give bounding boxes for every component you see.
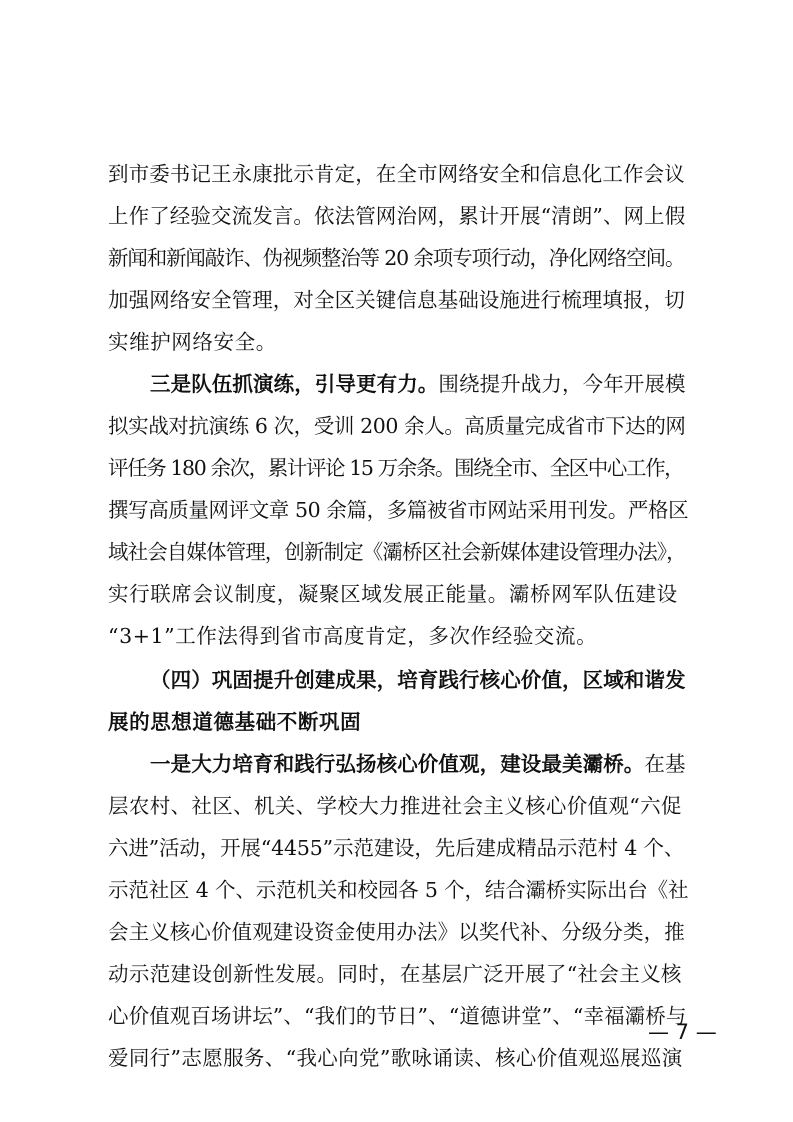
paragraph-lead-text: 在基 [644, 752, 686, 776]
body-line: 六进”活动，开展“4455”示范建设，先后建成精品示范村 4 个、 [108, 836, 685, 860]
paragraph-lead-bold: 三是队伍抓演练，引导更有力。 [150, 372, 439, 396]
body-line: 层农村、社区、机关、学校大力推进社会主义核心价值观“六促 [108, 794, 682, 818]
body-line: 域社会自媒体管理，创新制定《灞桥区社会新媒体建设管理办法》， [108, 540, 686, 564]
paragraph-first-line [150, 368, 686, 400]
body-line: 爱同行”志愿服务、“我心向党”歌咏诵读、核心价值观巡展巡演 [108, 1046, 683, 1070]
body-line: 示范社区 4 个、示范机关和校园各 5 个，结合灞桥实际出台《社 [108, 878, 689, 902]
section-heading: （四）巩固提升创建成果，培育践行核心价值，区域和谐发 [150, 668, 686, 692]
section-heading-cont: 展的思想道德基础不断巩固 [108, 710, 362, 734]
body-line: 评任务 180 余次，累计评论 15 万余条。围绕全市、全区中心工作， [108, 456, 684, 480]
paragraph-lead-bold: 一是大力培育和践行弘扬核心价值观，建设最美灞桥。 [150, 752, 645, 776]
body-line: 动示范建设创新性发展。同时，在基层广泛开展了“社会主义核 [108, 962, 682, 986]
body-line: 拟实战对抗演练 6 次，受训 200 余人。高质量完成省市下达的网 [108, 414, 686, 438]
body-line: 心价值观百场讲坛”、“我们的节日”、“道德讲堂”、“幸福灞桥与 [108, 1004, 687, 1028]
paragraph-lead-text: 围绕提升战力，今年开展模 [438, 372, 686, 396]
body-line: 实维护网络安全。 [108, 330, 277, 354]
body-line: 新闻和新闻敲诈、伪视频整治等 20 余项专项行动，净化网络空间。 [108, 246, 685, 270]
body-line: 上作了经验交流发言。依法管网治网，累计开展“清朗”、网上假 [108, 204, 686, 228]
body-line: 撰写高质量网评文章 50 余篇，多篇被省市网站采用刊发。严格区 [108, 498, 689, 522]
body-line: 实行联席会议制度，凝聚区域发展正能量。灞桥网军队伍建设 [108, 582, 678, 606]
body-line: 加强网络安全管理，对全区关键信息基础设施进行梳理填报，切 [108, 288, 685, 312]
body-line: 到市委书记王永康批示肯定，在全市网络安全和信息化工作会议 [108, 162, 685, 186]
page-number: — 7 — [648, 1020, 717, 1044]
body-line: “3+1”工作法得到省市高度肯定，多次作经验交流。 [108, 624, 598, 648]
body-line: 会主义核心价值观建设资金使用办法》以奖代补、分级分类，推 [108, 920, 685, 944]
paragraph-first-line [150, 748, 686, 780]
